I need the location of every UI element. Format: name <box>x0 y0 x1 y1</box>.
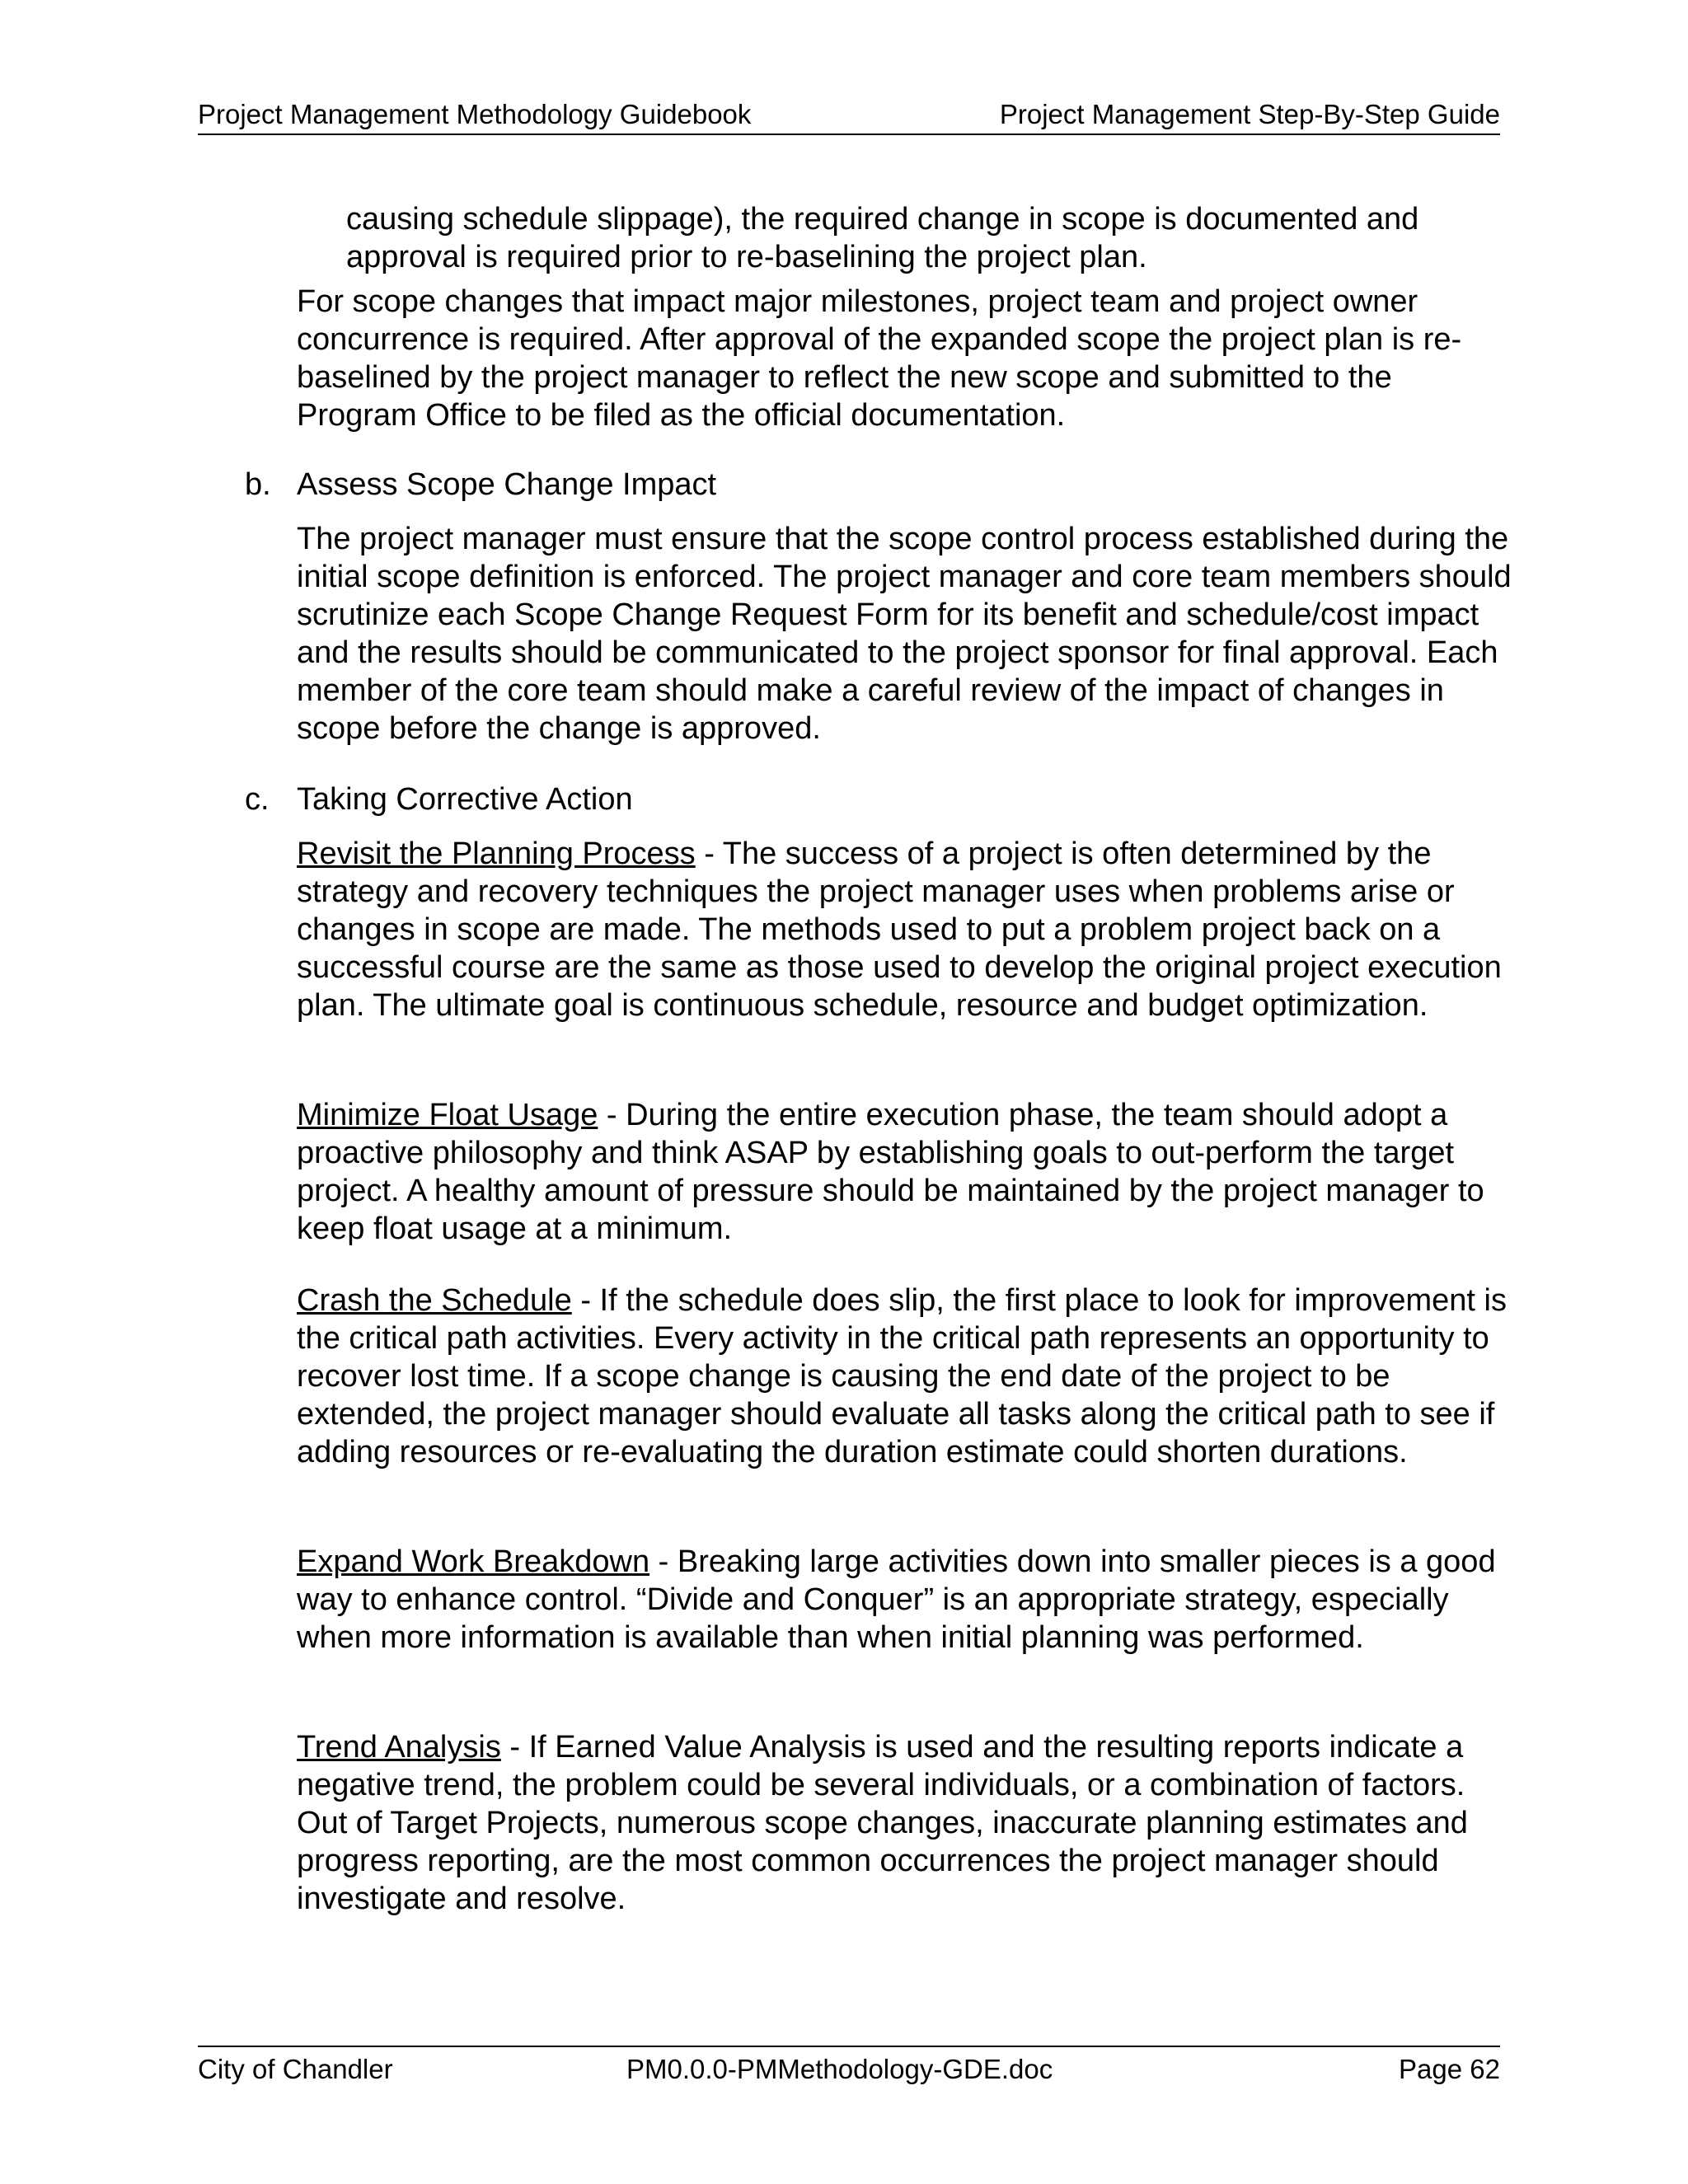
continued-paragraph: causing schedule slippage), the required change in scope is documented and approval is required prior to re-baselining the project plan. <box>346 202 1419 274</box>
expand-work-breakdown-text: - Breaking large activities down into smaller pieces is a good way to enhance control. “Divide and Conquer” is an appropriate strategy, especially when more information is available than when initial planning was performed. <box>297 1544 1496 1655</box>
trend-analysis-term: Trend Analysis <box>297 1730 501 1765</box>
minimize-float-text: - During the entire execution phase, the team should adopt a proactive philosophy and think ASAP by establishing goals to out-perform the target project. A healthy amount of pressure should be maintained by the project manager to keep float usage at a minimum. <box>297 1098 1484 1246</box>
crash-schedule-term: Crash the Schedule <box>297 1283 572 1318</box>
item-b-heading <box>245 466 1481 504</box>
trend-analysis-paragraph <box>297 1728 1517 1918</box>
item-b-paragraph: The project manager must ensure that the scope control process established during the initial scope definition is enforced. The project manager and core team members should scrutinize each Scope Change Request Form for its benefit and schedule/cost impact and the results should be communicated to the project sponsor for final approval. Each member of the core team should make a careful review of the impact of changes in scope before the change is approved. <box>297 522 1512 746</box>
trend-analysis-text: - If Earned Value Analysis is used and the resulting reports indicate a negative trend, the problem could be several individuals, or a combination of factors. Out of Target Projects, numerous scope changes, inaccurate planning estimates and progress reporting, are the most common occurrences the project manager should investigate and resolve. <box>297 1730 1468 1916</box>
header-section-title: Project Management Step-By-Step Guide <box>999 99 1500 129</box>
crash-schedule-text: - If the schedule does slip, the first place to look for improvement is the critical path activities. Every activity in the critical path represents an opportunity to recover lost time. If a scope change is causing the end date of the project to be extended, the project manager should evaluate all tasks along the critical path to see if adding resources or re-evaluating the duration estimate could shorten durations. <box>297 1283 1507 1469</box>
header-document-title: Project Management Methodology Guidebook <box>198 99 752 129</box>
item-c-letter: c. <box>245 782 270 817</box>
revisit-planning-text: - The success of a project is often determined by the strategy and recovery techniques the project manager uses when problems arise or changes in scope are made. The methods used to put a problem project back on a successful course are the same as those used to develop the original project execution plan. The ultimate goal is continuous schedule, resource and budget optimization. <box>297 837 1502 1023</box>
page-header <box>198 96 1500 135</box>
page-footer <box>198 2046 1500 2085</box>
revisit-planning-paragraph <box>297 835 1517 1024</box>
item-b-letter: b. <box>245 467 271 502</box>
minimize-float-term: Minimize Float Usage <box>297 1098 598 1132</box>
footer-filename: PM0.0.0-PMMethodology-GDE.doc <box>626 2054 1053 2084</box>
crash-schedule-paragraph <box>297 1282 1517 1471</box>
revisit-planning-term: Revisit the Planning Process <box>297 837 696 871</box>
footer-organization: City of Chandler <box>198 2054 393 2084</box>
expand-work-breakdown-paragraph <box>297 1543 1517 1657</box>
footer-page-number: Page 62 <box>1399 2054 1500 2084</box>
item-b-title: Assess Scope Change Impact <box>297 467 717 502</box>
expand-work-breakdown-term: Expand Work Breakdown <box>297 1544 650 1579</box>
minimize-float-paragraph <box>297 1096 1517 1248</box>
item-c-title: Taking Corrective Action <box>297 782 633 817</box>
item-c-heading <box>245 780 1481 818</box>
scope-change-paragraph: For scope changes that impact major milestones, project team and project owner concurrence is required. After approval of the expanded scope the project plan is re-baselined by the project manager to reflect the new scope and submitted to the Program Office to be filed as the official documentation. <box>297 284 1462 433</box>
